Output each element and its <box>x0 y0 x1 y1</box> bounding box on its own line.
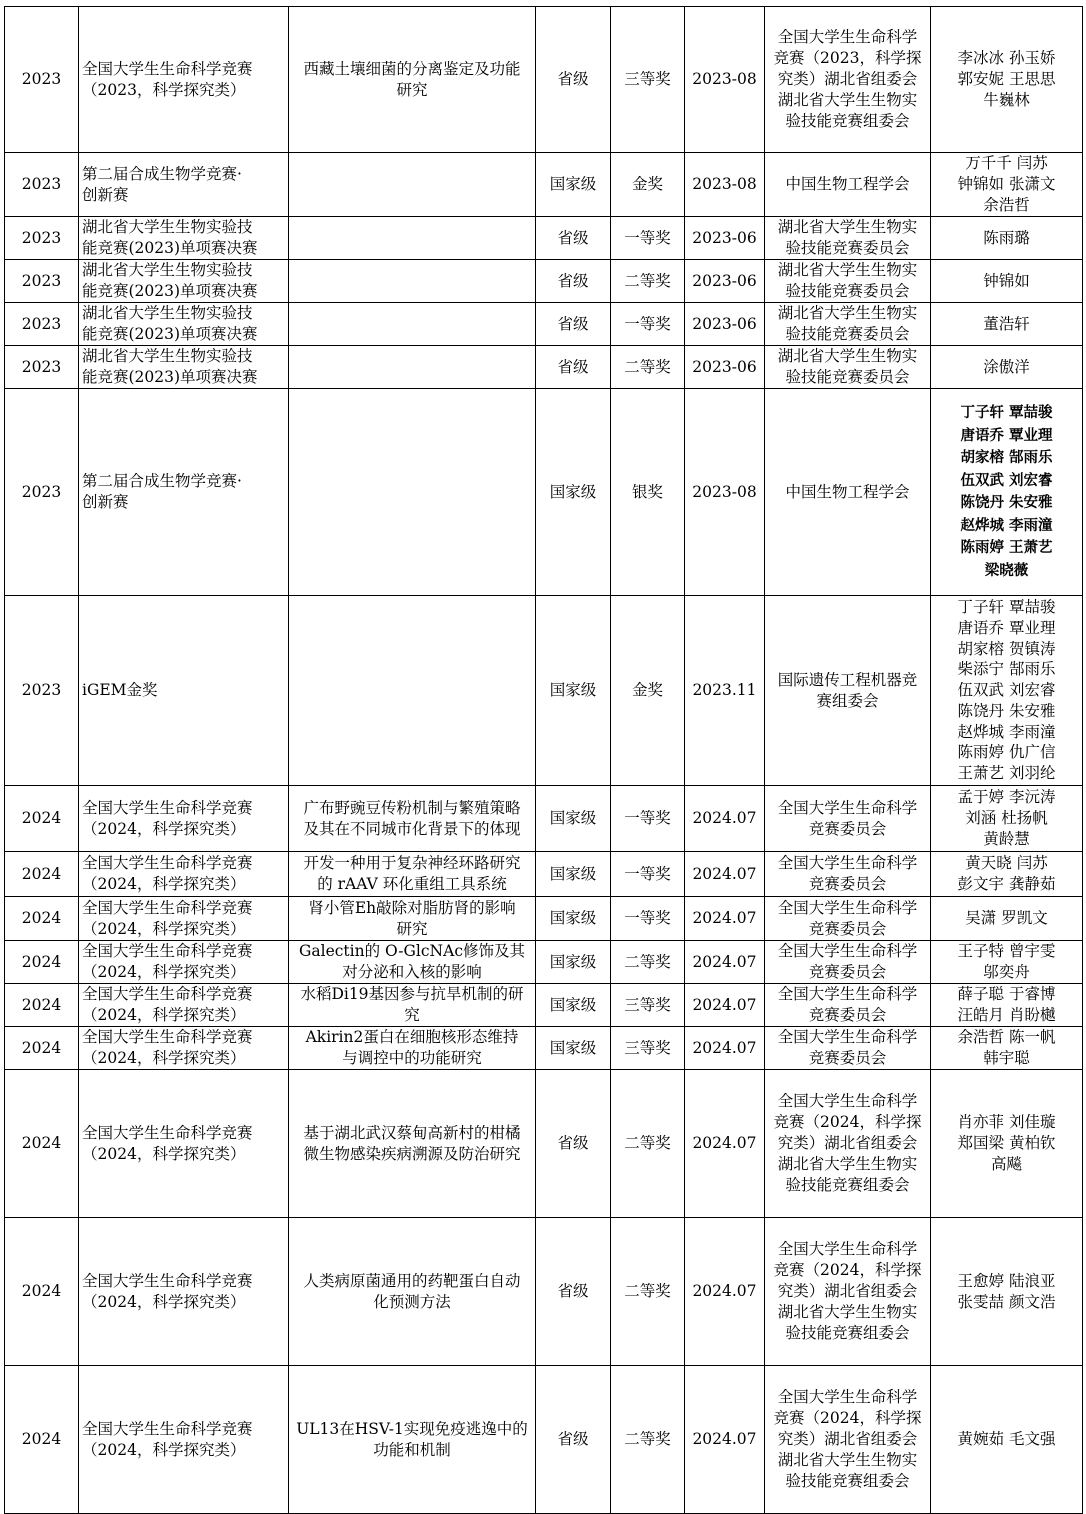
level-cell: 国家级 <box>536 786 611 852</box>
competition-cell: 全国大学生生命科学竞赛 （2024，科学探究类） <box>79 1027 289 1070</box>
members-cell: 黄婉茹 毛文强 <box>931 1366 1083 1514</box>
table-row <box>5 1218 1083 1366</box>
competition-cell: 全国大学生生命科学竞赛 （2023，科学探究类） <box>79 7 289 153</box>
members-cell: 肖亦菲 刘佳璇 郑国梁 黄柏钦 高飚 <box>931 1070 1083 1218</box>
project-cell: Galectin的 O-GlcNAc修饰及其 对分泌和入核的影响 <box>289 941 536 984</box>
date-cell: 2024.07 <box>685 897 765 941</box>
project-cell <box>289 217 536 260</box>
date-cell: 2023-06 <box>685 303 765 346</box>
award-cell: 金奖 <box>611 596 685 786</box>
award-cell: 三等奖 <box>611 984 685 1027</box>
table-row <box>5 852 1083 897</box>
organizer-cell: 全国大学生生命科学 竞赛委员会 <box>765 897 931 941</box>
organizer-cell: 全国大学生生命科学 竞赛委员会 <box>765 852 931 897</box>
date-cell: 2024.07 <box>685 1027 765 1070</box>
table-row <box>5 1366 1083 1514</box>
level-cell: 省级 <box>536 1070 611 1218</box>
level-cell: 省级 <box>536 217 611 260</box>
table-row <box>5 897 1083 941</box>
date-cell: 2023-06 <box>685 346 765 389</box>
year-cell: 2024 <box>5 897 79 941</box>
competition-cell: 湖北省大学生生物实验技 能竞赛(2023)单项赛决赛 <box>79 260 289 303</box>
year-cell: 2024 <box>5 1027 79 1070</box>
members-cell: 钟锦如 <box>931 260 1083 303</box>
project-cell <box>289 260 536 303</box>
competition-cell: 湖北省大学生生物实验技 能竞赛(2023)单项赛决赛 <box>79 346 289 389</box>
year-cell: 2023 <box>5 153 79 217</box>
organizer-cell: 全国大学生生命科学 竞赛委员会 <box>765 786 931 852</box>
organizer-cell: 湖北省大学生生物实 验技能竞赛委员会 <box>765 260 931 303</box>
award-cell: 一等奖 <box>611 786 685 852</box>
date-cell: 2023-08 <box>685 7 765 153</box>
competition-cell: 全国大学生生命科学竞赛 （2024，科学探究类） <box>79 786 289 852</box>
competition-cell: 湖北省大学生生物实验技 能竞赛(2023)单项赛决赛 <box>79 303 289 346</box>
members-cell: 涂傲洋 <box>931 346 1083 389</box>
award-cell: 二等奖 <box>611 260 685 303</box>
award-cell: 金奖 <box>611 153 685 217</box>
table-row <box>5 941 1083 984</box>
project-cell <box>289 389 536 596</box>
project-cell: 人类病原菌通用的药靶蛋白自动 化预测方法 <box>289 1218 536 1366</box>
level-cell: 省级 <box>536 1366 611 1514</box>
award-cell: 一等奖 <box>611 852 685 897</box>
competition-cell: 全国大学生生命科学竞赛 （2024，科学探究类） <box>79 852 289 897</box>
organizer-cell: 国际遗传工程机器竞 赛组委会 <box>765 596 931 786</box>
project-cell: 开发一种用于复杂神经环路研究 的 rAAV 环化重组工具系统 <box>289 852 536 897</box>
level-cell: 国家级 <box>536 897 611 941</box>
members-cell: 余浩哲 陈一帆 韩宇聪 <box>931 1027 1083 1070</box>
date-cell: 2024.07 <box>685 941 765 984</box>
award-cell: 一等奖 <box>611 897 685 941</box>
level-cell: 国家级 <box>536 941 611 984</box>
year-cell: 2023 <box>5 7 79 153</box>
year-cell: 2024 <box>5 984 79 1027</box>
level-cell: 省级 <box>536 346 611 389</box>
date-cell: 2024.07 <box>685 786 765 852</box>
award-cell: 二等奖 <box>611 941 685 984</box>
date-cell: 2024.07 <box>685 852 765 897</box>
project-cell: 水稻Di19基因参与抗旱机制的研 究 <box>289 984 536 1027</box>
project-cell: 肾小管Eh敲除对脂肪肾的影响 研究 <box>289 897 536 941</box>
award-cell: 三等奖 <box>611 1027 685 1070</box>
members-cell: 薛子聪 于睿博 汪皓月 肖盼樾 <box>931 984 1083 1027</box>
table-row <box>5 596 1083 786</box>
awards-table <box>4 6 1083 1514</box>
year-cell: 2024 <box>5 1218 79 1366</box>
competition-cell: 第二届合成生物学竞赛· 创新赛 <box>79 153 289 217</box>
date-cell: 2023.11 <box>685 596 765 786</box>
organizer-cell: 中国生物工程学会 <box>765 389 931 596</box>
award-cell: 二等奖 <box>611 1070 685 1218</box>
award-cell: 二等奖 <box>611 1366 685 1514</box>
year-cell: 2024 <box>5 1366 79 1514</box>
date-cell: 2023-06 <box>685 217 765 260</box>
date-cell: 2023-06 <box>685 260 765 303</box>
project-cell: 广布野豌豆传粉机制与繁殖策略 及其在不同城市化背景下的体现 <box>289 786 536 852</box>
members-cell: 董浩轩 <box>931 303 1083 346</box>
organizer-cell: 全国大学生生命科学 竞赛（2023，科学探 究类）湖北省组委会 湖北省大学生生物实 验技能竞赛组委会 <box>765 7 931 153</box>
table-row <box>5 984 1083 1027</box>
organizer-cell: 全国大学生生命科学 竞赛委员会 <box>765 1027 931 1070</box>
year-cell: 2024 <box>5 941 79 984</box>
competition-cell: 全国大学生生命科学竞赛 （2024，科学探究类） <box>79 1070 289 1218</box>
members-cell: 陈雨璐 <box>931 217 1083 260</box>
competition-cell: 全国大学生生命科学竞赛 （2024，科学探究类） <box>79 1218 289 1366</box>
date-cell: 2023-08 <box>685 153 765 217</box>
level-cell: 国家级 <box>536 389 611 596</box>
organizer-cell: 湖北省大学生生物实 验技能竞赛委员会 <box>765 217 931 260</box>
organizer-cell: 全国大学生生命科学 竞赛（2024，科学探 究类）湖北省组委会 湖北省大学生生物实 验技能竞赛组委会 <box>765 1366 931 1514</box>
award-cell: 二等奖 <box>611 1218 685 1366</box>
project-cell <box>289 596 536 786</box>
award-cell: 一等奖 <box>611 217 685 260</box>
members-cell: 王愈婷 陆浪亚 张雯喆 颜文浩 <box>931 1218 1083 1366</box>
date-cell: 2024.07 <box>685 1070 765 1218</box>
project-cell: UL13在HSV-1实现免疫逃逸中的 功能和机制 <box>289 1366 536 1514</box>
year-cell: 2023 <box>5 346 79 389</box>
level-cell: 国家级 <box>536 852 611 897</box>
date-cell: 2024.07 <box>685 984 765 1027</box>
members-cell: 王子特 曾宇雯 邬奕舟 <box>931 941 1083 984</box>
year-cell: 2023 <box>5 217 79 260</box>
level-cell: 省级 <box>536 1218 611 1366</box>
date-cell: 2023-08 <box>685 389 765 596</box>
table-row <box>5 260 1083 303</box>
level-cell: 省级 <box>536 7 611 153</box>
organizer-cell: 中国生物工程学会 <box>765 153 931 217</box>
members-cell: 丁子轩 覃喆骏 唐语乔 覃业理 胡家榕 郜雨乐 伍双武 刘宏睿 陈饶丹 朱安雅 赵烨城 李雨潼 陈雨婷 王萧艺 梁晓薇 <box>931 389 1083 596</box>
table-row <box>5 1070 1083 1218</box>
date-cell: 2024.07 <box>685 1366 765 1514</box>
award-cell: 二等奖 <box>611 346 685 389</box>
organizer-cell: 湖北省大学生生物实 验技能竞赛委员会 <box>765 303 931 346</box>
table-row <box>5 303 1083 346</box>
organizer-cell: 全国大学生生命科学 竞赛（2024，科学探 究类）湖北省组委会 湖北省大学生生物实 验技能竞赛组委会 <box>765 1218 931 1366</box>
competition-cell: iGEM金奖 <box>79 596 289 786</box>
table-row <box>5 389 1083 596</box>
competition-cell: 湖北省大学生生物实验技 能竞赛(2023)单项赛决赛 <box>79 217 289 260</box>
year-cell: 2024 <box>5 786 79 852</box>
level-cell: 省级 <box>536 260 611 303</box>
project-cell: Akirin2蛋白在细胞核形态维持 与调控中的功能研究 <box>289 1027 536 1070</box>
organizer-cell: 全国大学生生命科学 竞赛委员会 <box>765 984 931 1027</box>
year-cell: 2023 <box>5 260 79 303</box>
members-cell: 万千千 闫苏 钟锦如 张潇文 余浩哲 <box>931 153 1083 217</box>
project-cell <box>289 303 536 346</box>
date-cell: 2024.07 <box>685 1218 765 1366</box>
project-cell <box>289 153 536 217</box>
award-cell: 三等奖 <box>611 7 685 153</box>
table-row <box>5 7 1083 153</box>
year-cell: 2024 <box>5 852 79 897</box>
level-cell: 国家级 <box>536 1027 611 1070</box>
table-row <box>5 217 1083 260</box>
awards-table-body <box>5 7 1083 1514</box>
organizer-cell: 全国大学生生命科学 竞赛（2024，科学探 究类）湖北省组委会 湖北省大学生生物实 验技能竞赛组委会 <box>765 1070 931 1218</box>
year-cell: 2024 <box>5 1070 79 1218</box>
competition-cell: 全国大学生生命科学竞赛 （2024，科学探究类） <box>79 1366 289 1514</box>
members-cell: 吴潇 罗凯文 <box>931 897 1083 941</box>
table-row <box>5 153 1083 217</box>
level-cell: 国家级 <box>536 153 611 217</box>
project-cell <box>289 346 536 389</box>
competition-cell: 第二届合成生物学竞赛· 创新赛 <box>79 389 289 596</box>
members-cell: 李冰冰 孙玉娇 郭安妮 王思思 牛巍林 <box>931 7 1083 153</box>
members-cell: 丁子轩 覃喆骏 唐语乔 覃业理 胡家榕 贺镇涛 柴添宁 郜雨乐 伍双武 刘宏睿 陈饶丹 朱安雅 赵烨城 李雨潼 陈雨婷 仇广信 王萧艺 刘羽纶 <box>931 596 1083 786</box>
year-cell: 2023 <box>5 596 79 786</box>
year-cell: 2023 <box>5 389 79 596</box>
organizer-cell: 湖北省大学生生物实 验技能竞赛委员会 <box>765 346 931 389</box>
level-cell: 国家级 <box>536 596 611 786</box>
table-row <box>5 786 1083 852</box>
table-row <box>5 346 1083 389</box>
award-cell: 银奖 <box>611 389 685 596</box>
project-cell: 基于湖北武汉蔡甸高新村的柑橘 微生物感染疾病溯源及防治研究 <box>289 1070 536 1218</box>
members-cell: 黄天晓 闫苏 彭文宇 龚静茹 <box>931 852 1083 897</box>
level-cell: 省级 <box>536 303 611 346</box>
table-row <box>5 1027 1083 1070</box>
organizer-cell: 全国大学生生命科学 竞赛委员会 <box>765 941 931 984</box>
project-cell: 西藏土壤细菌的分离鉴定及功能 研究 <box>289 7 536 153</box>
competition-cell: 全国大学生生命科学竞赛 （2024，科学探究类） <box>79 984 289 1027</box>
competition-cell: 全国大学生生命科学竞赛 （2024，科学探究类） <box>79 897 289 941</box>
award-cell: 一等奖 <box>611 303 685 346</box>
members-cell: 孟于婷 李沅涛 刘涵 杜扬帆 黄龄慧 <box>931 786 1083 852</box>
level-cell: 国家级 <box>536 984 611 1027</box>
year-cell: 2023 <box>5 303 79 346</box>
competition-cell: 全国大学生生命科学竞赛 （2024，科学探究类） <box>79 941 289 984</box>
